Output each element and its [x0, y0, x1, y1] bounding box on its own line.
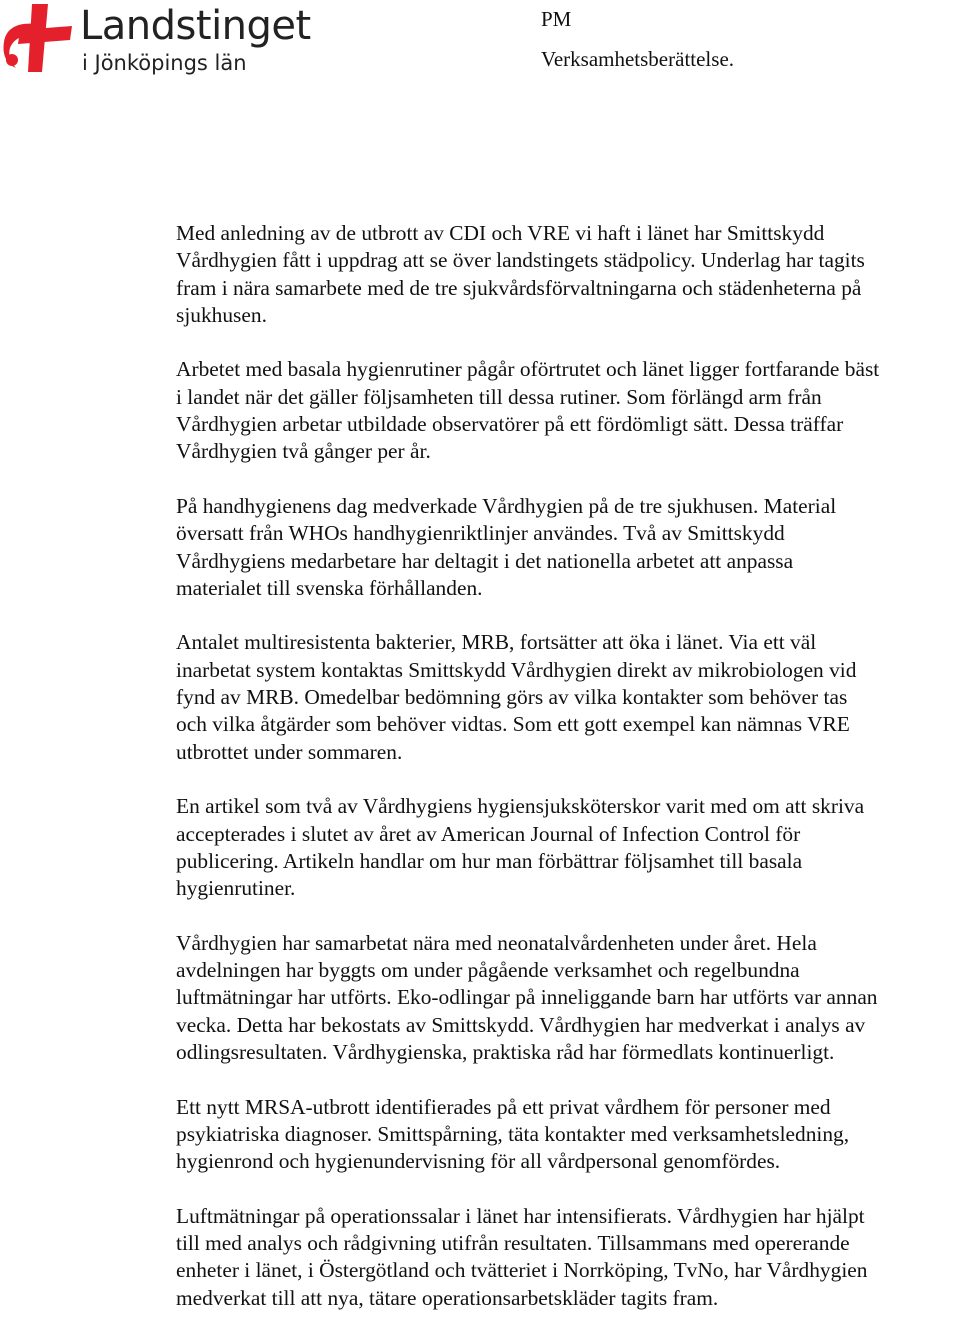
document-type: PM — [541, 7, 572, 31]
paragraph: Arbetet med basala hygienrutiner pågår oförtrutet och länet ligger fortfarande bäst i landet när det gäller följsamheten till dessa rutiner. Som förlängd arm från Vårdhygien arbetar utbildade observatörer på ett fördömligt sätt. Dessa träffar Vårdhygien två gånger per år. — [176, 357, 880, 464]
paragraph: Ett nytt MRSA-utbrott identifierades på ett privat vårdhem för personer med psykiatriska diagnoser. Smittspårning, täta kontakter med verksamhetsledning, hygienrond och hygienundervisning för all vårdpersonal genomfördes. — [176, 1094, 850, 1174]
logo-title: Landstinget — [80, 3, 311, 49]
document-header — [541, 6, 734, 72]
paragraph: En artikel som två av Vårdhygiens hygiensjuksköterskor varit med om att skriva accepterades i slutet av året av American Journal of Infection Control för publicering. Artikeln handlar om hur man förbättrar följsamhet till basala hygienrutiner. — [176, 794, 865, 901]
landstinget-logo — [0, 0, 320, 80]
paragraph: Antalet multiresistenta bakterier, MRB, fortsätter att öka i länet. Via ett väl inarbetat system kontaktas Smittskydd Vårdhygien direkt av mikrobiologen vid fynd av MRB. Omedelbar bedömning görs av vilka kontakter som behöver tas och vilka åtgärder som behöver vidtas. Som ett gott exempel kan nämnas VRE utbrottet under sommaren. — [176, 630, 857, 764]
red-cross-logo-icon — [2, 2, 74, 72]
document-title: Verksamhetsberättelse. — [541, 47, 735, 71]
paragraph: Vårdhygien har samarbetat nära med neonatalvårdenheten under året. Hela avdelningen har byggts om under pågående verksamhet och regelbundna luftmätningar har utförts. Eko-odlingar på inneliggande barn har utförts var annan vecka. Detta har bekostats av Smittskydd. Vårdhygien har medverkat i analys av odlingsresultaten. Vårdhygienska, praktiska råd har förmedlats kontinuerligt. — [176, 930, 878, 1064]
paragraph: Luftmätningar på operationssalar i länet har intensifierats. Vårdhygien har hjälpt till med analys och rådgivning utifrån resultaten. Tillsammans med opererande enheter i länet, i Östergötland och tvätteriet i Norrköping, TvNo, har Vårdhygien medverkat till att nya, tätare operationsarbetskläder tagits fram. — [176, 1203, 868, 1310]
paragraph: Med anledning av de utbrott av CDI och VRE vi haft i länet har Smittskydd Vårdhygien fått i uppdrag att se över landstingets städpolicy. Underlag har tagits fram i nära samarbete med de tre sjukvårdsförvaltningarna och städenheterna på sjukhusen. — [176, 221, 865, 327]
document-body — [176, 220, 960, 1339]
paragraph: På handhygienens dag medverkade Vårdhygien på de tre sjukhusen. Material översatt från WHOs handhygienriktlinjer användes. Två av Smittskydd Vårdhygiens medarbetare har deltagit i det nationella arbetet att anpassa materialet till svenska förhållanden. — [176, 493, 837, 600]
logo-subtitle: i Jönköpings län — [82, 51, 247, 75]
